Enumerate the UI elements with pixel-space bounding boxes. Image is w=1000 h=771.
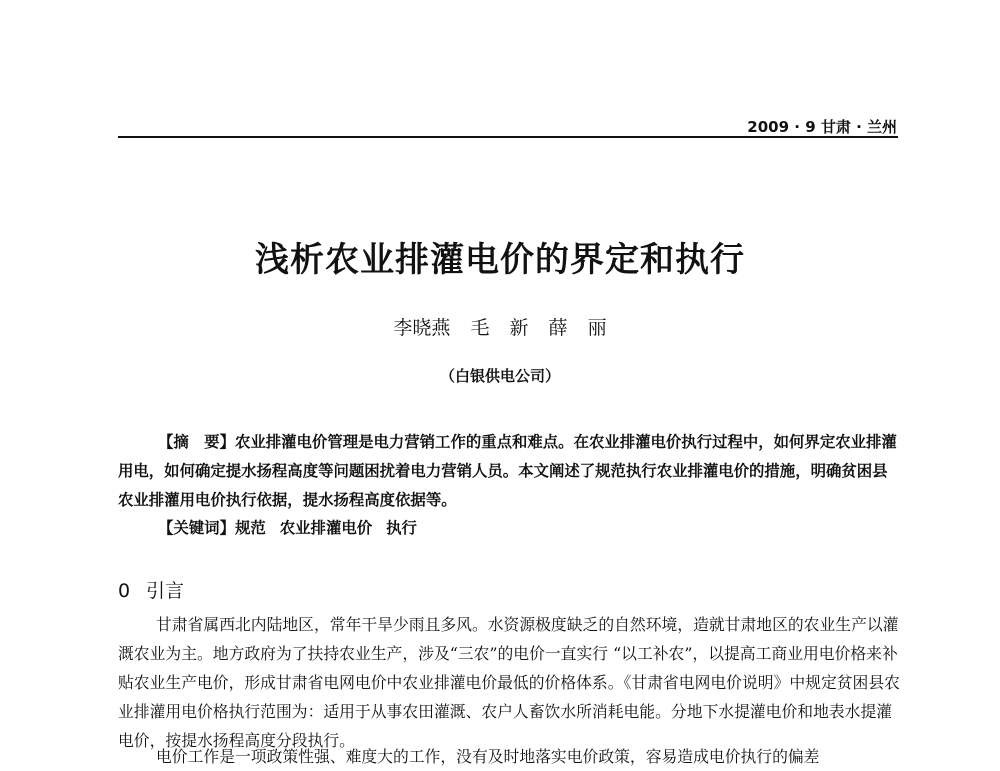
keywords-label: 【关键词】 — [158, 519, 235, 537]
abstract-text: 农业排灌电价管理是电力营销工作的重点和难点。在农业排灌电价执行过程中，如何界定农业排灌用电，如何确定提水扬程高度等问题困扰着电力营销人员。本文阐述了规范执行农业排灌电价的措施，明确贫困县农业排灌用电价执行依据，提水扬程高度依据等。 — [118, 433, 897, 509]
abstract-label: 【摘 要】 — [158, 433, 235, 451]
section-number: 0 — [118, 580, 131, 602]
journal-issue-location: 2009 · 9 甘肃 · 兰州 — [747, 118, 897, 136]
abstract — [118, 428, 900, 515]
keywords — [158, 516, 417, 538]
section-title: 引言 — [146, 580, 185, 602]
paper-title: 浅析农业排灌电价的界定和执行 — [255, 240, 745, 280]
intro-paragraph: 甘肃省属西北内陆地区，常年干旱少雨且多风。水资源极度缺乏的自然环境，造就甘肃地区的农业生产以灌溉农业为主。地方政府为了扶持农业生产，涉及“三农”的电价一直实行 “以工补农”，以提高工商业用电价格来补贴农业生产电价，形成甘肃省电网电价中农业排灌电价最低的价格体系。《甘肃省电网电价说明》中规定贫困县农业排灌用电价格执行范围为：适用于从事农田灌溉、农户人畜饮水所消耗电能。分地下水提灌电价和地表水提灌电价，按提水扬程高度分段执行。 — [118, 615, 900, 750]
intro-paragraph-continued: 电价工作是一项政策性强、难度大的工作，没有及时地落实电价政策，容易造成电价执行的偏差 — [156, 747, 820, 766]
keyword-item: 执行 — [386, 519, 417, 537]
header-rule — [118, 136, 898, 138]
paper-affiliation: （白银供电公司） — [439, 367, 560, 385]
paper-authors: 李晓燕 毛 新 薛 丽 — [393, 317, 607, 339]
section-heading — [118, 576, 184, 603]
keyword-item: 规范 — [234, 519, 266, 537]
keyword-item: 农业排灌电价 — [279, 519, 373, 537]
